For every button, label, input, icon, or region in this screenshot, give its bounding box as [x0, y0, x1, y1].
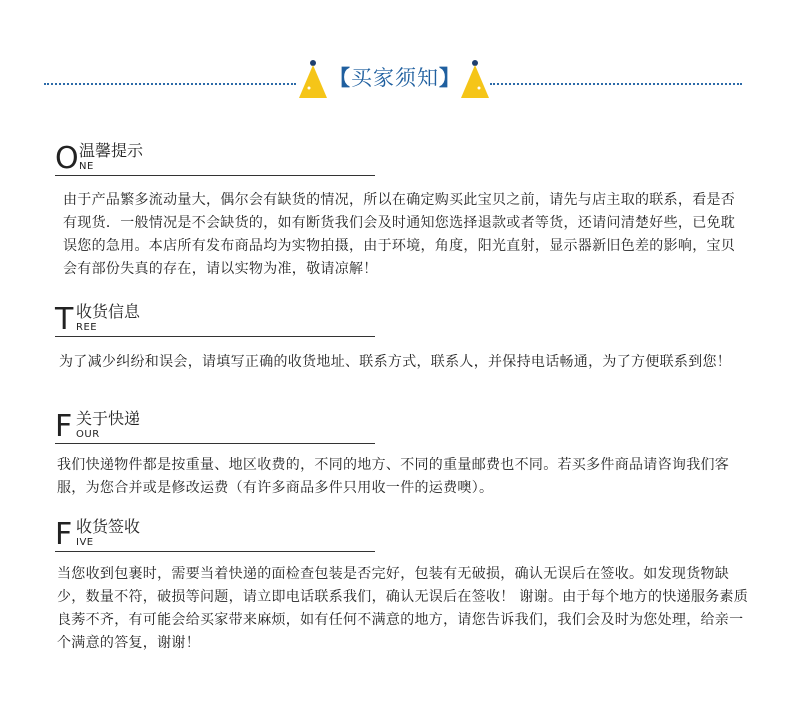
section-title: 收货信息 — [76, 302, 141, 321]
section-one-text: 由于产品繁多流动量大，偶尔会有缺货的情况，所以在确定购买此宝贝之前，请先与店主取的联系，看是否有现货．一般情况是不会缺货的，如有断货我们会及时通知您选择退款或者等货，还请问清楚好些，已免耽误您的急用。本店所有发布商品均为实物拍摄，由于环境，角度，阳光直射，显示器新旧色差的影响，宝贝会有部份失真的存在，请以实物为准，敬请凉解！ — [63, 192, 736, 277]
section-subtitle: REE — [76, 322, 98, 333]
section-four-text: 当您收到包裹时，需要当着快递的面检查包装是否完好，包装有无破损，确认无误后在签收。如发现货物缺少，数量不符，破损等问题，请立即电话联系我们，确认无误后在签收！ 谢谢。由于每个地方的快递服务素质良莠不齐，有可能会给买家带来麻烦，如有任何不满意的地方，请您告诉我们，我们会及时为您处理，给亲一个满意的答复，谢谢！ — [57, 566, 749, 651]
section-letter: T — [55, 302, 74, 337]
section-letter: O — [55, 141, 79, 176]
section-letter: F — [55, 409, 73, 444]
section-title: 收货签收 — [76, 517, 141, 536]
section-subtitle: NE — [79, 161, 94, 172]
section-two-heading — [55, 302, 375, 342]
title-text: 买家须知 — [351, 66, 439, 90]
section-one-heading — [55, 141, 375, 181]
section-subtitle: IVE — [76, 537, 94, 548]
section-title: 温馨提示 — [79, 141, 144, 160]
section-four-heading — [55, 517, 375, 557]
section-title: 关于快递 — [76, 409, 141, 428]
section-underline — [55, 443, 375, 444]
section-underline — [55, 175, 375, 176]
header-dotted-line-right — [490, 83, 742, 85]
section-underline — [55, 336, 375, 337]
page-title — [322, 62, 468, 92]
section-letter: F — [55, 517, 73, 552]
section-two-text: 为了减少纠纷和误会，请填写正确的收货地址、联系方式，联系人，并保持电话畅通，为了方便联系到您！ — [59, 354, 732, 370]
section-three-text: 我们快递物件都是按重量、地区收费的，不同的地方、不同的重量邮费也不同。若买多件商品请咨询我们客服，为您合并或是修改运费（有许多商品多件只用收一件的运费噢）。 — [57, 457, 730, 496]
title-bracket-left: 【 — [329, 66, 351, 90]
section-subtitle: OUR — [76, 429, 100, 440]
title-bracket-right: 】 — [439, 66, 461, 90]
section-three-heading — [55, 409, 375, 449]
header-dotted-line-left — [44, 83, 296, 85]
section-underline — [55, 551, 375, 552]
